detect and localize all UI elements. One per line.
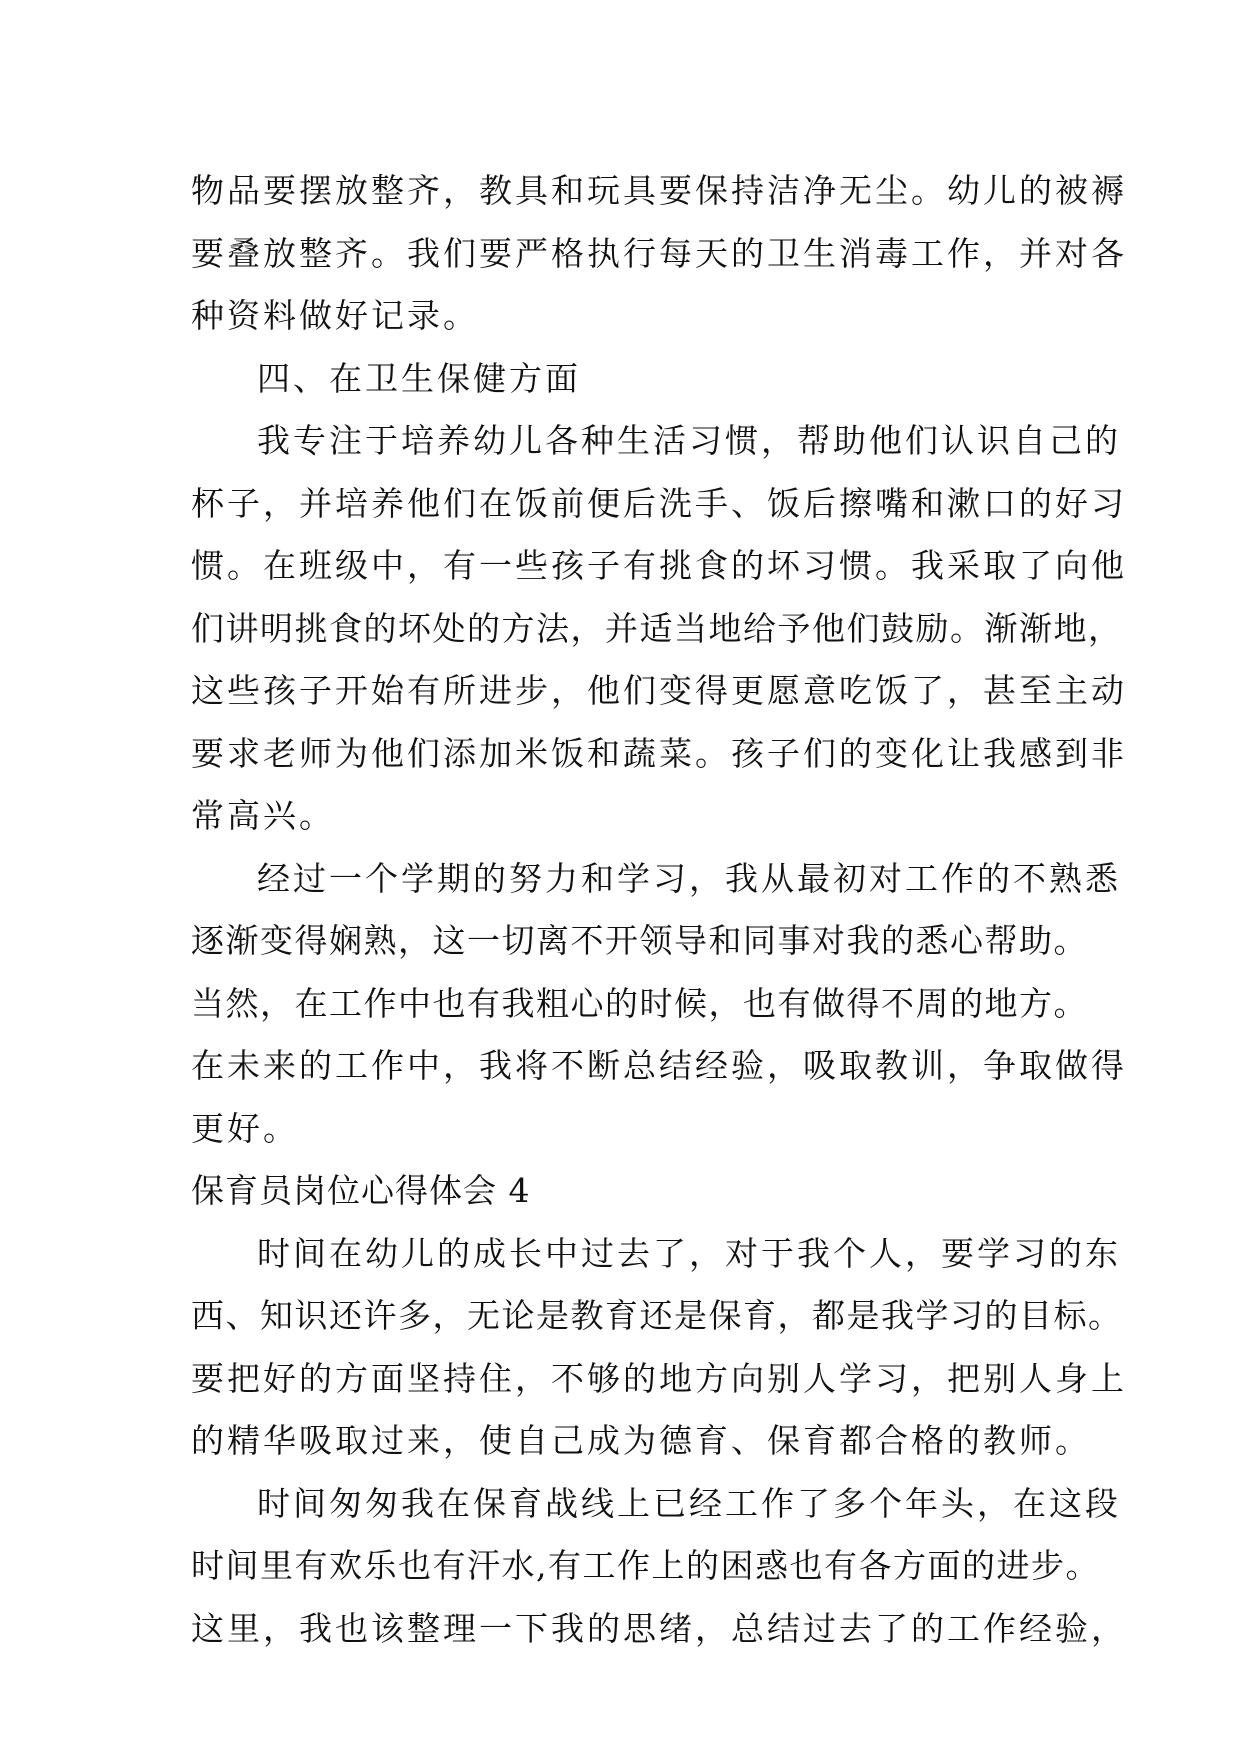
text-line: 这些孩子开始有所进步，他们变得更愿意吃饭了，甚至主动 <box>191 671 1127 710</box>
text-line: 杯子，并培养他们在饭前便后洗手、饭后擦嘴和漱口的好习 <box>191 483 1127 523</box>
text-line: 在未来的工作中，我将不断总结经验，吸取教训，争取做得 <box>191 1046 1127 1085</box>
text-line: 我专注于培养幼儿各种生活习惯，帮助他们认识自己的 <box>257 421 1121 460</box>
text-line: 逐渐变得娴熟，这一切离不开领导和同事对我的悉心帮助。 <box>191 921 1088 960</box>
section-heading: 四、在卫生保健方面 <box>257 358 581 398</box>
text-line: 时间在幼儿的成长中过去了，对于我个人，要学习的东 <box>257 1233 1121 1273</box>
text-line: 的精华吸取过来，使自己成为德育、保育都合格的教师。 <box>191 1421 1091 1460</box>
text-line: 经过一个学期的努力和学习，我从最初对工作的不熟悉 <box>257 858 1121 898</box>
text-line: 当然，在工作中也有我粗心的时候，也有做得不周的地方。 <box>191 983 1088 1023</box>
document-body <box>191 160 1127 1660</box>
text-line: 要求老师为他们添加米饭和蔬菜。孩子们的变化让我感到非 <box>191 733 1127 773</box>
text-line: 时间匆匆我在保育战线上已经工作了多个年头，在这段 <box>257 1483 1121 1523</box>
text-line: 时间里有欢乐也有汗水,有工作上的困惑也有各方面的进步。 <box>191 1546 1100 1585</box>
text-line: 惯。在班级中，有一些孩子有挑食的坏习惯。我采取了向他 <box>191 546 1127 585</box>
text-line: 更好。 <box>191 1108 299 1148</box>
text-line: 要把好的方面坚持住，不够的地方向别人学习，把别人身上 <box>191 1358 1127 1398</box>
text-line: 这里，我也该整理一下我的思绪，总结过去了的工作经验， <box>191 1608 1127 1648</box>
text-line: 常高兴。 <box>191 796 335 835</box>
text-line: 们讲明挑食的坏处的方法，并适当地给予他们鼓励。渐渐地， <box>191 608 1123 648</box>
text-line: 物品要摆放整齐，教具和玩具要保持洁净无尘。幼儿的被褥 <box>191 171 1127 210</box>
article-title: 保育员岗位心得体会 4 <box>191 1171 531 1210</box>
text-line: 种资料做好记录。 <box>191 296 479 335</box>
text-line: 要叠放整齐。我们要严格执行每天的卫生消毒工作，并对各 <box>191 233 1127 273</box>
text-line: 西、知识还许多，无论是教育还是保育，都是我学习的目标。 <box>191 1296 1123 1335</box>
